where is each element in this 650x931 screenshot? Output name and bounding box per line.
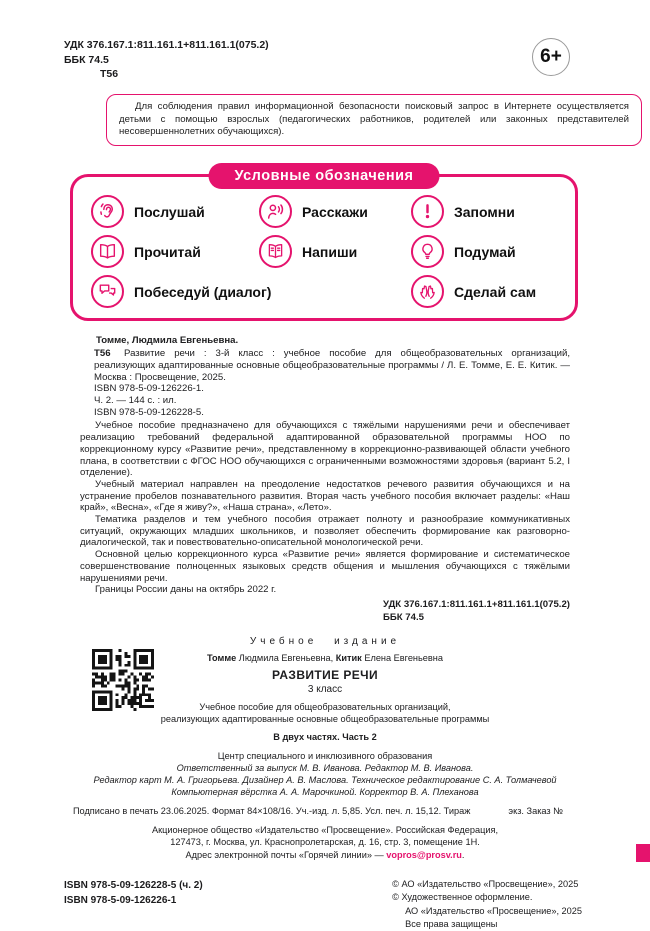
legend-item-read (91, 235, 259, 268)
bib-entry-text: Развитие речи : 3-й класс : учебное пособие для общеобразовательных организаций, реализующих адаптированные основные общеобразовательные программы / Л. Е. Томме, Е. Е. Китик. — Москва : Просвещение, 2025. (94, 348, 570, 383)
credit-line: Ответственный за выпуск М. В. Иванова. Редактор М. В. Иванова. (176, 763, 474, 774)
udk-bbk-footer (80, 599, 570, 625)
copyright-line: © Художественное оформление. (392, 892, 533, 903)
legend-item-listen (91, 195, 259, 228)
page-corner-accent-bar (636, 844, 650, 862)
legend-item-label: Побеседуй (диалог) (134, 283, 272, 300)
bib-entry (94, 348, 570, 418)
copyright-line: АО «Издательство «Просвещение», 2025 (405, 905, 582, 916)
writing-icon (259, 235, 292, 268)
copyright-block (392, 878, 582, 931)
edition-type: Учебное издание (249, 635, 401, 647)
isbn-part2-line: ISBN 978-5-09-126228-5. (94, 406, 204, 418)
hotline-email-link[interactable]: vopros@prosv.ru (386, 849, 462, 860)
exclamation-icon (411, 195, 444, 228)
legend-item-label: Послушай (134, 203, 205, 220)
center-line: Центр специального и инклюзивного образования (217, 751, 433, 762)
legend-item-tell (259, 195, 411, 228)
legend-item-write (259, 235, 411, 268)
udk-footer-line: УДК 376.167.1:811.161.1+811.161.1(075.2) (382, 598, 570, 610)
age-rating-badge: 6+ (532, 38, 570, 76)
copyright-line: © АО «Издательство «Просвещение», 2025 (392, 878, 579, 889)
publisher-block (64, 825, 586, 849)
dialog-icon (91, 275, 124, 308)
book-title: РАЗВИТИЕ РЕЧИ (272, 667, 378, 682)
legend-box (70, 168, 578, 321)
footer (64, 878, 582, 931)
print-data-line: Подписано в печать 23.06.2025. Формат 84×108/16. Уч.-изд. л. 5,85. Усл. печ. л. 15,12. Тираж экз. Заказ № (72, 806, 564, 817)
hands-icon (411, 275, 444, 308)
legend-item-label: Расскажи (302, 203, 368, 220)
legend-item-label: Напиши (302, 243, 358, 260)
parts-line: В двух частях. Часть 2 (273, 732, 377, 743)
legend-title: Условные обозначения (209, 163, 440, 189)
legend-item-label: Запомни (454, 203, 515, 220)
bbk-line: ББК 74.5 (64, 53, 109, 66)
hotline-email-line: Адрес электронной почты «Горячей линии» — vopros@prosv.ru. (185, 849, 465, 860)
publisher-line: 127473, г. Москва, ул. Краснопролетарская, д. 16, стр. 3, помещение 1Н. (170, 836, 480, 847)
annotation-paragraph: Учебное пособие предназначено для обучающихся с тяжёлыми нарушениями речи и обеспечивает реализацию требований федеральной адаптированной образовательной программы НОО по коррекционному курсу «Развитие речи», представленному в коррекционно-развивающей области учебного плана, в соответствии с ФГОС НОО обучающихся с ограниченными возможностями здоровья (вариант 5.2, I отделение). (80, 420, 570, 479)
isbn-part1-line: ISBN 978-5-09-126226-1. (94, 383, 204, 395)
lightbulb-icon (411, 235, 444, 268)
part-pages-line: Ч. 2. — 144 с. : ил. (94, 394, 177, 406)
subtitle-line: Учебное пособие для общеобразовательных организаций, (199, 702, 451, 713)
annotation (80, 420, 570, 596)
annotation-paragraph: Тематика разделов и тем учебного пособия отражает полноту и разнообразие коммуникативных ситуаций, окружающих младших школьников, и позволяет обеспечить формирование как разговорно-диалогической, так и повествовательно-описательной монологической речи. (80, 514, 570, 549)
legend-item-label: Подумай (454, 243, 516, 260)
classification-codes (64, 38, 269, 82)
legend-item-think (411, 235, 561, 268)
bib-author-code: Т56 (94, 348, 111, 360)
ear-icon (91, 195, 124, 228)
legend-item-diy (411, 275, 561, 308)
isbn-footer (64, 878, 203, 909)
bbk-footer-line: ББК 74.5 (382, 611, 424, 623)
legend-item-remember (411, 195, 561, 228)
isbn-line: ISBN 978-5-09-126228-5 (ч. 2) (64, 879, 203, 891)
copyright-line: Все права защищены (405, 918, 498, 929)
imprint-authors: Томме Людмила Евгеньевна, Китик Елена Евгеньевна (207, 652, 443, 663)
publisher-line: Акционерное общество «Издательство «Просвещение». Российская Федерация, (151, 824, 498, 835)
legend-item-label: Сделай сам (454, 283, 537, 300)
bibliography-section (80, 335, 570, 624)
annotation-paragraph: Основной целью коррекционного курса «Развитие речи» является формирование и систематическое совершенствование полноценных языковых средств общения и мышления обучающихся с тяжёлыми нарушениями речи. (80, 549, 570, 584)
safety-notice: Для соблюдения правил информационной безопасности поисковый запрос в Интернете осуществляется детьми с помощью взрослых (педагогических работников, родителей или законных представителей несовершеннолетних обучающихся). (106, 94, 642, 146)
subtitle-line: реализующих адаптированные основные общеобразовательные программы (160, 714, 490, 725)
grade-line: 3 класс (307, 684, 343, 696)
credit-line: Компьютерная вёрстка А. А. Марочкиной. Корректор В. А. Плеханова (171, 787, 479, 798)
legend-grid (91, 195, 561, 308)
speaking-person-icon (259, 195, 292, 228)
open-book-icon (91, 235, 124, 268)
legend-item-label: Прочитай (134, 243, 201, 260)
isbn-line: ISBN 978-5-09-126226-1 (64, 895, 177, 907)
annotation-paragraph: Учебный материал направлен на преодоление недостатков речевого развития обучающихся и на устранение пробелов познавательного развития. Вторая часть учебного пособия включает разделы: «Наш край», «Весна», «Где я живу?», «Наша страна», «Лето». (80, 478, 570, 514)
qr-code (92, 649, 154, 711)
legend-item-discuss (91, 275, 411, 308)
author-code-line: Т56 (100, 68, 119, 81)
bib-author-heading: Томме, Людмила Евгеньевна. (96, 335, 239, 347)
credit-line: Редактор карт М. А. Григорьева. Дизайнер А. В. Маслова. Техническое редактирование С. А. Толмачевой (93, 775, 557, 786)
map-borders-note: Границы России даны на октябрь 2022 г. (95, 584, 277, 596)
udk-line: УДК 376.167.1:811.161.1+811.161.1(075.2) (64, 39, 269, 51)
top-row (0, 0, 650, 82)
imprint-section (64, 635, 586, 862)
